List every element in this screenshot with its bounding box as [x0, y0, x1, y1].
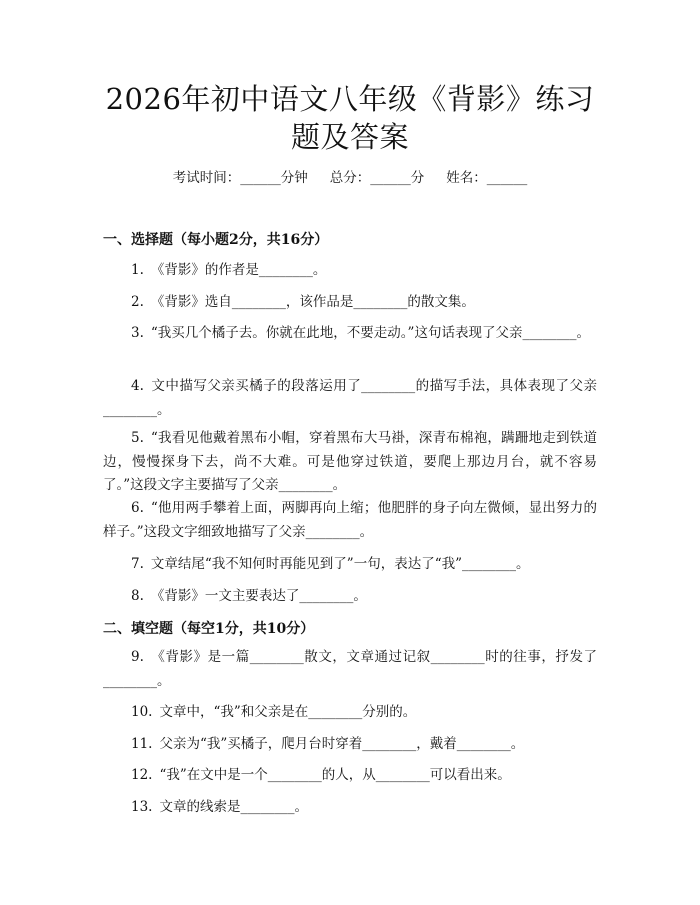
- question-text: 《背影》一文主要表达了________。: [150, 588, 367, 604]
- question-number: 7.: [131, 556, 144, 572]
- question-item: [103, 427, 597, 498]
- question-item: [103, 497, 597, 544]
- question-item: [103, 764, 597, 788]
- total-score-field: 总分：______分: [329, 170, 425, 186]
- question-number: 2.: [131, 294, 144, 310]
- question-number: 5.: [131, 430, 144, 446]
- question-item: [103, 553, 597, 577]
- section-heading-fill: 二、填空题（每空1分，共10分）: [103, 621, 315, 637]
- question-item: [103, 375, 597, 422]
- question-number: 9.: [131, 649, 144, 665]
- question-item: [103, 646, 597, 693]
- question-item: [103, 291, 597, 315]
- question-text: “我”在文中是一个________的人，从________可以看出来。: [159, 767, 511, 783]
- question-number: 11.: [131, 736, 153, 752]
- question-number: 4.: [131, 378, 144, 394]
- question-text: 《背影》选自________，该作品是________的散文集。: [150, 294, 475, 310]
- student-name-field: 姓名：______: [446, 170, 528, 186]
- question-text: “我买几个橘子去。你就在此地，不要走动。”这句话表现了父亲________。: [150, 325, 590, 341]
- question-text: “他用两手攀着上面，两脚再向上缩；他肥胖的身子向左微倾，显出努力的样子。”这段文字细致地描写了父亲________。: [103, 500, 597, 540]
- question-item: [103, 796, 597, 820]
- question-item: [103, 322, 597, 346]
- question-text: 文章的线索是________。: [159, 799, 308, 815]
- question-text: “我看见他戴着黑布小帽，穿着黑布大马褂，深青布棉袍，蹒跚地走到铁道边，慢慢探身下去，尚不大难。可是他穿过铁道，要爬上那边月台，就不容易了。”这段文字主要描写了父亲________。: [103, 430, 597, 493]
- question-item: [103, 259, 597, 283]
- question-number: 13.: [131, 799, 153, 815]
- question-number: 1.: [131, 262, 144, 278]
- question-text: 文中描写父亲买橘子的段落运用了________的描写手法，具体表现了父亲________。: [103, 378, 597, 418]
- question-number: 10.: [131, 704, 153, 720]
- question-number: 8.: [131, 588, 144, 604]
- question-text: 《背影》的作者是________。: [150, 262, 327, 278]
- question-number: 6.: [131, 500, 144, 516]
- page-title: 2026年初中语文八年级《背影》练习题及答案: [105, 82, 595, 154]
- exam-info-line: [0, 169, 700, 187]
- question-text: 文章中，“我”和父亲是在________分别的。: [159, 704, 417, 720]
- question-item: [103, 585, 597, 609]
- question-item: [103, 733, 597, 757]
- question-item: [103, 701, 597, 725]
- question-text: 父亲为“我”买橘子，爬月台时穿着________，戴着________。: [159, 736, 525, 752]
- question-number: 3.: [131, 325, 144, 341]
- section-heading-choice: 一、选择题（每小题2分，共16分）: [103, 232, 329, 248]
- question-text: 文章结尾“我不知何时再能见到了”一句，表达了“我”________。: [150, 556, 530, 572]
- question-number: 12.: [131, 767, 153, 783]
- exam-time-field: 考试时间：______分钟: [172, 170, 308, 186]
- question-text: 《背影》是一篇________散文，文章通过记叙________时的往事，抒发了________。: [103, 649, 597, 689]
